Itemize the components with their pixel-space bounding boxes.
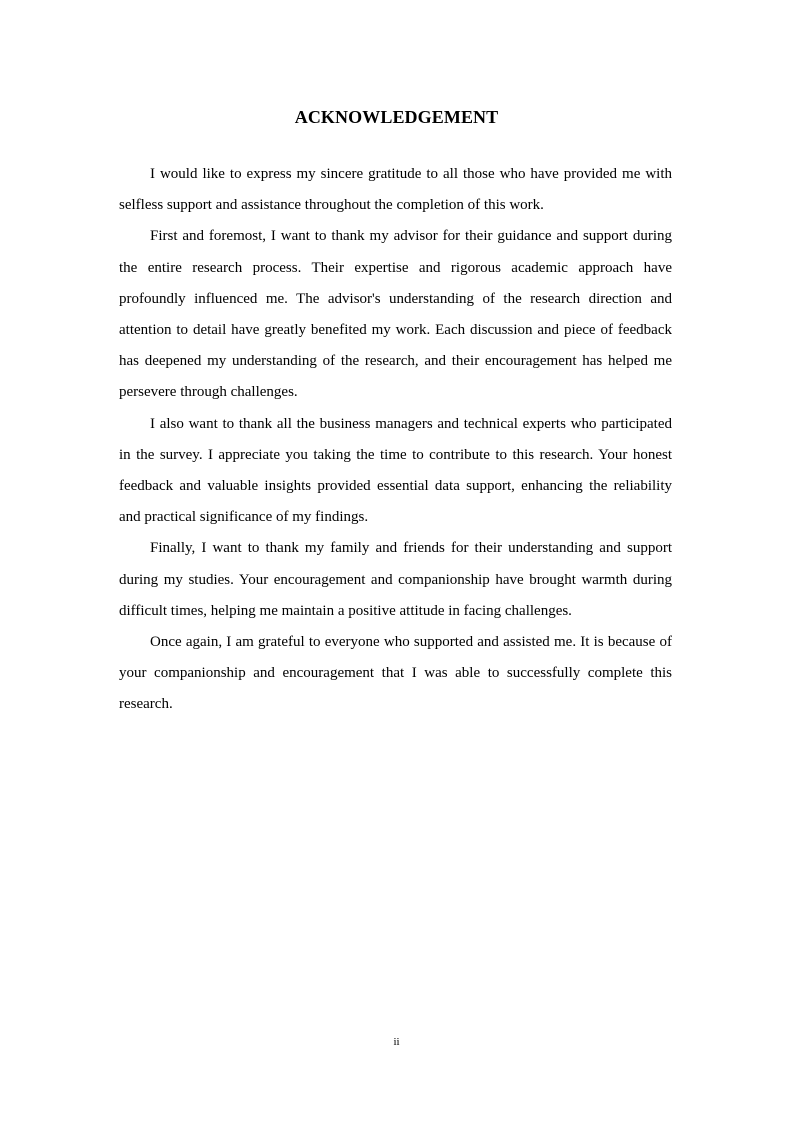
paragraph-advisor: First and foremost, I want to thank my advisor for their guidance and support during the entire research process. Their expertise and rigorous academic approach have profoundly influenced me. The advisor's understanding of the research direction and attention to detail have greatly benefited my work. Each discussion and piece of feedback has deepened my understanding of the research, and their encouragement has helped me persevere through challenges. (119, 228, 672, 401)
paragraph-survey-participants: I also want to thank all the business managers and technical experts who participated in the survey. I appreciate you taking the time to contribute to this research. Your honest feedback and valuable insights provided essential data support, enhancing the reliability and practical significance of my findings. (119, 415, 672, 526)
acknowledgement-body (119, 159, 672, 721)
page-title: ACKNOWLEDGEMENT (294, 107, 499, 127)
paragraph-intro: I would like to express my sincere gratitude to all those who have provided me with selfless support and assistance throughout the completion of this work. (119, 166, 672, 214)
paragraph-family-friends: Finally, I want to thank my family and friends for their understanding and support during my studies. Your encouragement and companionship have brought warmth during difficult times, helping me maintain a positive attitude in facing challenges. (119, 540, 672, 619)
paragraph-closing: Once again, I am grateful to everyone who supported and assisted me. It is because of your companionship and encouragement that I was able to successfully complete this research. (119, 634, 672, 713)
page-number: ii (393, 1036, 400, 1048)
